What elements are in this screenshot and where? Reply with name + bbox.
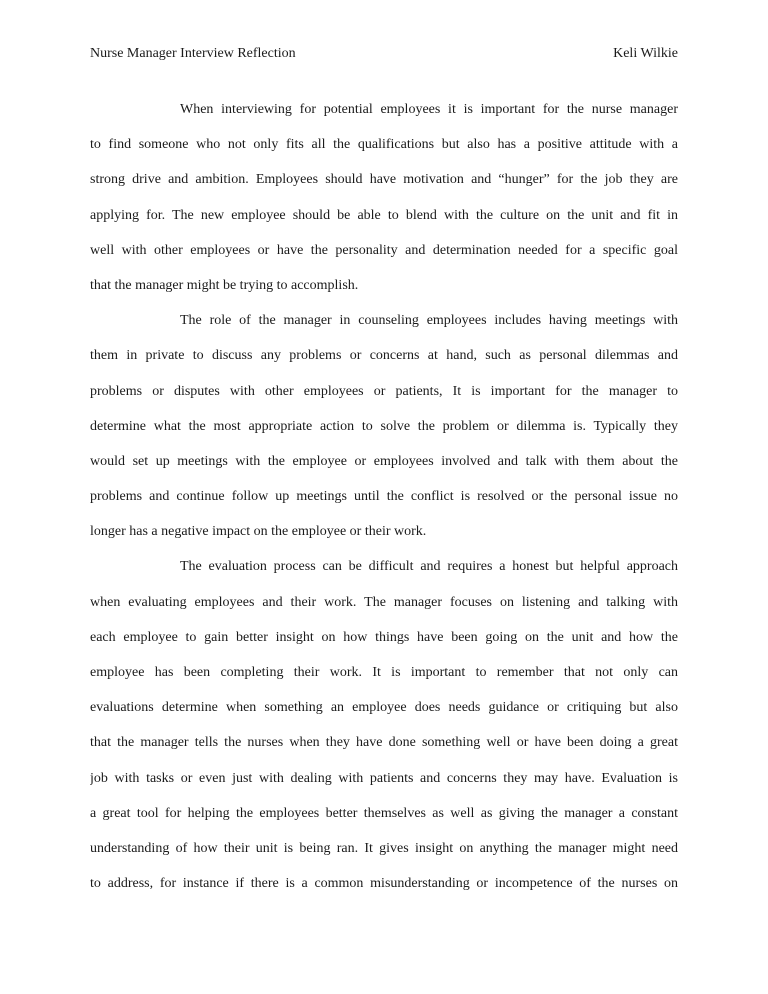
text-line: each employee to gain better insight on how things have been going on the unit and how the: [90, 629, 678, 645]
paragraph-3: [90, 549, 678, 901]
text-line: job with tasks or even just with dealing with patients and concerns they may have. Evaluation is: [90, 770, 678, 786]
paragraph-2: [90, 303, 678, 549]
text-line: The evaluation process can be difficult and requires a honest but helpful approach: [180, 559, 678, 575]
text-line: longer has a negative impact on the employee or their work.: [90, 524, 427, 540]
text-line: determine what the most appropriate action to solve the problem or dilemma is. Typically they: [90, 418, 678, 434]
text-line: problems and continue follow up meetings until the conflict is resolved or the personal issue no: [90, 489, 678, 505]
text-line: that the manager tells the nurses when they have done something well or have been doing a great: [90, 735, 678, 751]
text-line: applying for. The new employee should be able to blend with the culture on the unit and fit in: [90, 207, 678, 223]
text-line: to find someone who not only fits all the qualifications but also has a positive attitude with a: [90, 137, 678, 153]
paragraph-1: [90, 92, 678, 303]
text-line: problems or disputes with other employees or patients, It is important for the manager to: [90, 383, 678, 399]
text-line: well with other employees or have the personality and determination needed for a specific goal: [90, 242, 678, 258]
text-line: strong drive and ambition. Employees should have motivation and “hunger” for the job they are: [90, 172, 678, 188]
text-line: a great tool for helping the employees better themselves as well as giving the manager a constant: [90, 805, 678, 821]
text-line: evaluations determine when something an employee does needs guidance or critiquing but also: [90, 700, 678, 716]
body-text: [90, 92, 678, 901]
header-author: Keli Wilkie: [613, 46, 678, 61]
text-line: when evaluating employees and their work. The manager focuses on listening and talking with: [90, 594, 678, 610]
text-line: The role of the manager in counseling employees includes having meetings with: [180, 313, 678, 329]
header-title: Nurse Manager Interview Reflection: [90, 46, 296, 61]
text-line: would set up meetings with the employee or employees involved and talk with them about the: [90, 453, 678, 469]
text-line: that the manager might be trying to accomplish.: [90, 277, 359, 293]
text-line: them in private to discuss any problems or concerns at hand, such as personal dilemmas and: [90, 348, 678, 364]
text-line: to address, for instance if there is a common misunderstanding or incompetence of the nurses on: [90, 876, 678, 892]
text-line: understanding of how their unit is being ran. It gives insight on anything the manager might need: [90, 840, 678, 856]
page-header: [90, 44, 680, 64]
text-line: employee has been completing their work. It is important to remember that not only can: [90, 665, 678, 680]
text-line: When interviewing for potential employees it is important for the nurse manager: [180, 102, 678, 117]
